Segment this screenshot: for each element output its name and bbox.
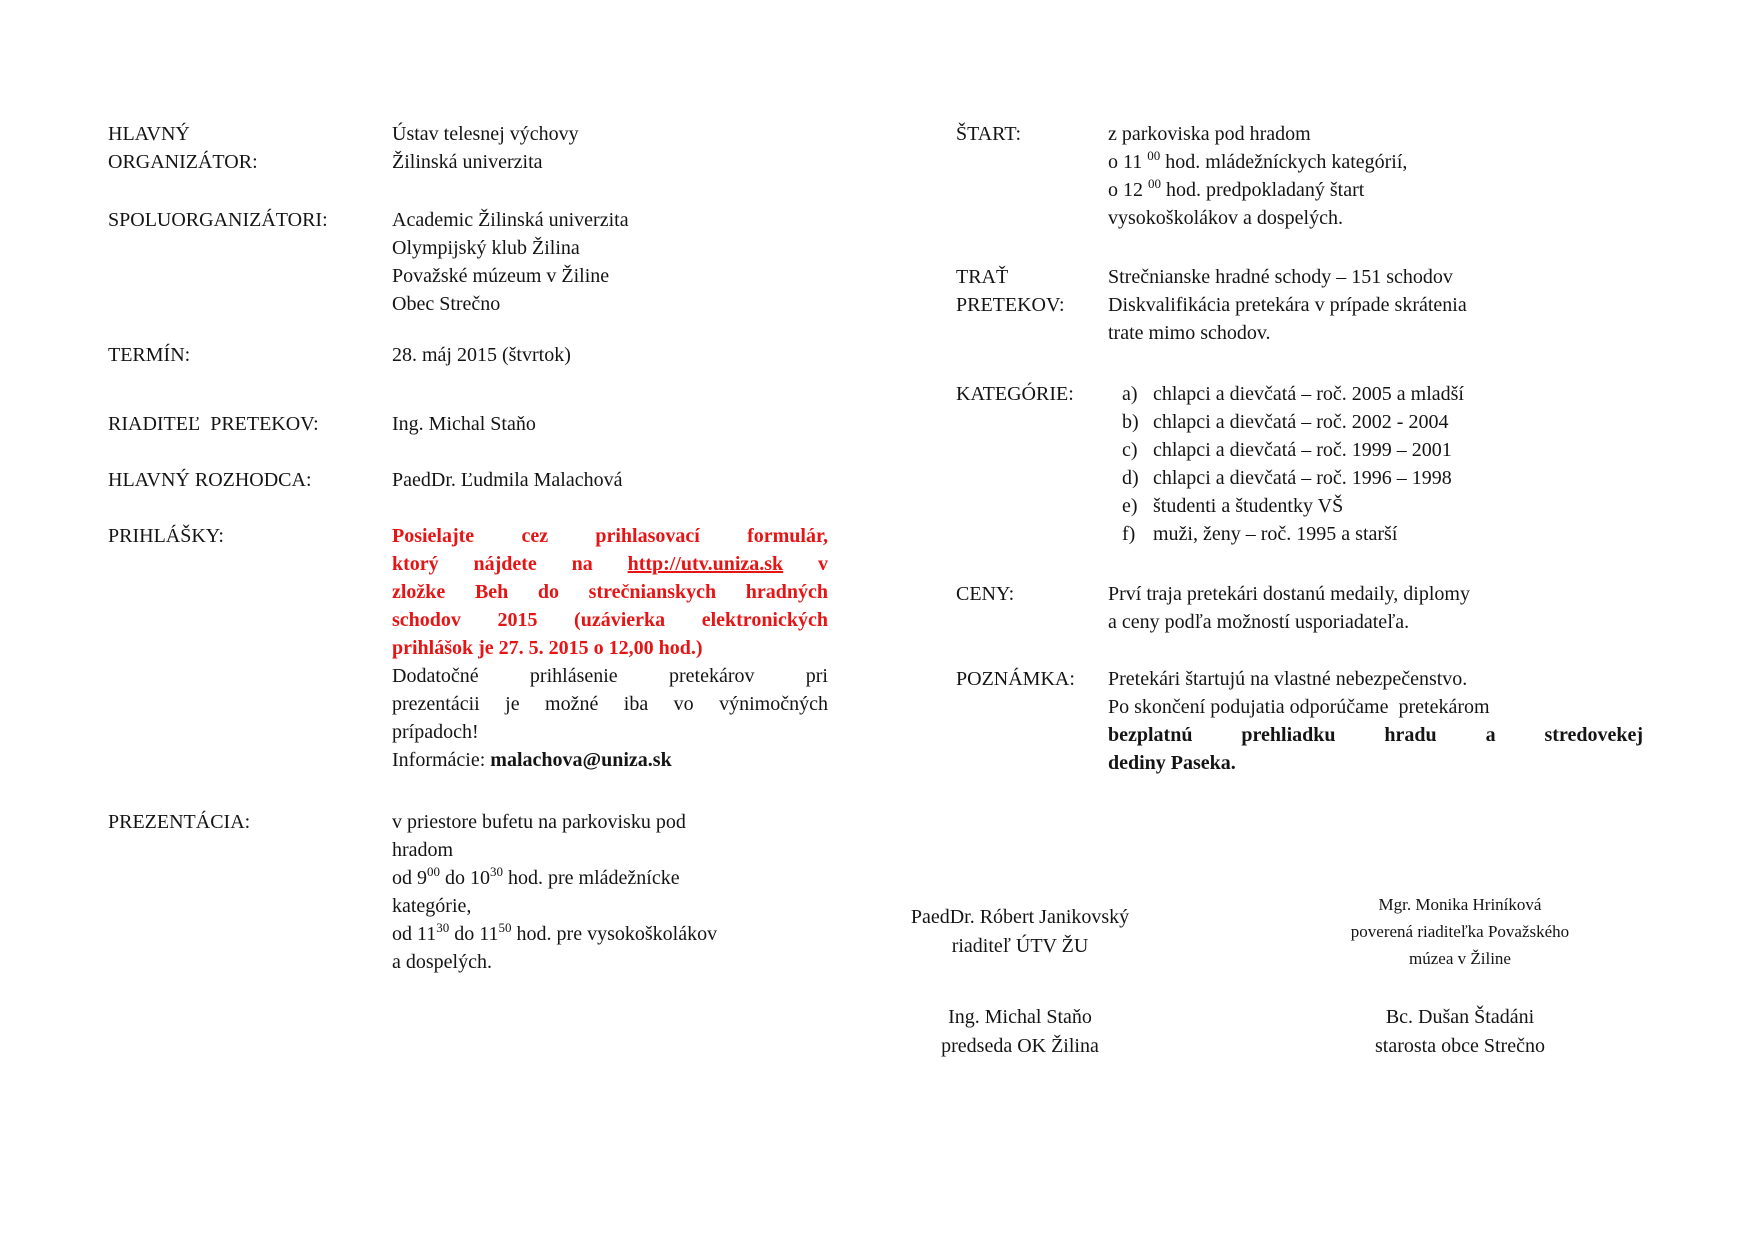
text-segment: z parkoviska pod hradom bbox=[1108, 123, 1311, 145]
superscript-text: 30 bbox=[436, 920, 450, 935]
section-start bbox=[956, 120, 1643, 232]
list-marker: f) bbox=[1122, 523, 1136, 545]
text-segment: Prví traja pretekári dostanú medaily, diplomy bbox=[1108, 583, 1470, 605]
text-line bbox=[1108, 436, 1643, 464]
text-segment: starosta obce Strečno bbox=[1375, 1035, 1545, 1057]
signature-janikovsky bbox=[880, 903, 1160, 961]
section-value bbox=[392, 522, 828, 774]
text-segment: prihlášok je 27. 5. 2015 o 12,00 hod.) bbox=[392, 637, 703, 659]
text-segment: CENY: bbox=[956, 583, 1015, 605]
section-value bbox=[392, 466, 828, 494]
text-line bbox=[108, 148, 392, 176]
superscript-text: 50 bbox=[498, 920, 512, 935]
section-label bbox=[108, 206, 392, 234]
text-line bbox=[392, 606, 828, 634]
section-value bbox=[392, 341, 828, 369]
section-value bbox=[1108, 580, 1643, 636]
text-line bbox=[1305, 945, 1615, 972]
text-segment: poverená riaditeľka Považského bbox=[1350, 922, 1570, 941]
section-value bbox=[1108, 665, 1643, 777]
text-line bbox=[392, 746, 828, 774]
text-segment: POZNÁMKA: bbox=[956, 668, 1075, 690]
text-line bbox=[392, 808, 828, 836]
text-segment: malachova@uniza.sk bbox=[490, 749, 672, 771]
text-segment: a dospelých. bbox=[392, 951, 492, 973]
text-line bbox=[392, 920, 828, 948]
text-segment: PRIHLÁŠKY: bbox=[108, 525, 224, 547]
section-prihlasky bbox=[108, 522, 828, 774]
text-segment: Academic Žilinská univerzita bbox=[392, 209, 629, 231]
section-value bbox=[1108, 120, 1643, 232]
text-line bbox=[392, 206, 828, 234]
text-line bbox=[392, 522, 828, 550]
section-label bbox=[956, 580, 1108, 608]
text-segment: Považské múzeum v Žiline bbox=[392, 265, 610, 287]
text-segment: HLAVNÝ ROZHODCA: bbox=[108, 469, 312, 491]
text-line bbox=[392, 690, 828, 718]
text-line bbox=[392, 410, 828, 438]
text-segment: chlapci a dievčatá – roč. 1996 – 1998 bbox=[1153, 467, 1452, 489]
text-line bbox=[392, 550, 828, 578]
section-label bbox=[108, 120, 392, 176]
text-segment: študenti a študentky VŠ bbox=[1153, 495, 1344, 517]
text-segment: Strečnianske hradné schody – 151 schodov bbox=[1108, 266, 1453, 288]
text-line bbox=[1108, 319, 1643, 347]
text-line bbox=[1108, 608, 1643, 636]
section-hlavny-organizator bbox=[108, 120, 828, 176]
text-segment: ŠTART: bbox=[956, 123, 1022, 145]
text-segment: Žilinská univerzita bbox=[392, 151, 543, 173]
text-segment: chlapci a dievčatá – roč. 2002 - 2004 bbox=[1153, 411, 1449, 433]
section-termin bbox=[108, 341, 828, 369]
list-marker: c) bbox=[1122, 439, 1138, 461]
section-value bbox=[1108, 263, 1643, 347]
text-segment: Ing. Michal Staňo bbox=[392, 413, 536, 435]
superscript-text: 30 bbox=[490, 864, 503, 879]
text-segment: hradom bbox=[392, 839, 454, 861]
section-prezentacia bbox=[108, 808, 828, 976]
text-segment: ktorý nájdete na bbox=[392, 553, 628, 575]
text-segment: Pretekári štartujú na vlastné nebezpečenstvo. bbox=[1108, 668, 1468, 690]
text-segment: trate mimo schodov. bbox=[1108, 322, 1271, 344]
text-line bbox=[880, 1003, 1160, 1032]
text-line bbox=[956, 665, 1108, 693]
superscript-text: 00 bbox=[1147, 148, 1161, 163]
text-segment: zložke Beh do strečnianskych hradných bbox=[392, 581, 828, 603]
text-segment: a ceny podľa možností usporiadateľa. bbox=[1108, 611, 1410, 633]
text-line bbox=[392, 290, 828, 318]
text-line bbox=[1108, 520, 1643, 548]
text-segment: chlapci a dievčatá – roč. 1999 – 2001 bbox=[1153, 439, 1452, 461]
text-segment: SPOLUORGANIZÁTORI: bbox=[108, 209, 328, 231]
text-line bbox=[1108, 749, 1643, 777]
text-segment: Olympijský klub Žilina bbox=[392, 237, 580, 259]
section-label bbox=[108, 410, 392, 438]
section-label bbox=[108, 466, 392, 494]
text-segment: RIADITEĽ PRETEKOV: bbox=[108, 413, 319, 435]
text-segment: PREZENTÁCIA: bbox=[108, 811, 251, 833]
section-spoluorganizatori bbox=[108, 206, 828, 318]
text-line bbox=[392, 864, 828, 892]
text-line bbox=[880, 903, 1160, 932]
text-segment: Obec Strečno bbox=[392, 293, 501, 315]
text-line bbox=[1108, 148, 1643, 176]
text-line bbox=[108, 120, 392, 148]
text-segment: hod. mládežníckych kategórií, bbox=[1160, 151, 1408, 173]
text-line bbox=[392, 466, 828, 494]
text-segment: Po skončení podujatia odporúčame pretekárom bbox=[1108, 696, 1490, 718]
section-value bbox=[392, 410, 828, 438]
text-segment: od 11 bbox=[392, 923, 437, 945]
text-segment: dediny Paseka. bbox=[1108, 752, 1236, 774]
text-line bbox=[108, 466, 392, 494]
text-line bbox=[108, 410, 392, 438]
text-segment: ORGANIZÁTOR: bbox=[108, 151, 258, 173]
text-segment: Posielajte cez prihlasovací formulár, bbox=[392, 525, 828, 547]
signature-stano bbox=[880, 1003, 1160, 1061]
text-segment: do 10 bbox=[440, 867, 490, 889]
text-segment: riaditeľ ÚTV ŽU bbox=[951, 935, 1089, 957]
text-line bbox=[108, 808, 392, 836]
text-line bbox=[1305, 918, 1615, 945]
text-segment: HLAVNÝ bbox=[108, 123, 190, 145]
text-line bbox=[392, 262, 828, 290]
section-label bbox=[956, 263, 1108, 319]
section-hlavny-rozhodca bbox=[108, 466, 828, 494]
text-line bbox=[956, 120, 1108, 148]
superscript-text: 00 bbox=[427, 864, 440, 879]
section-label bbox=[108, 522, 392, 550]
text-segment: PaedDr. Ľudmila Malachová bbox=[392, 469, 623, 491]
text-segment: Diskvalifikácia pretekára v prípade skrátenia bbox=[1108, 294, 1467, 316]
section-value bbox=[1108, 380, 1643, 548]
text-line bbox=[956, 580, 1108, 608]
text-line bbox=[392, 234, 828, 262]
list-marker: e) bbox=[1122, 495, 1138, 517]
text-line bbox=[108, 522, 392, 550]
text-line bbox=[1108, 204, 1643, 232]
text-line bbox=[108, 206, 392, 234]
text-line bbox=[1305, 1032, 1615, 1061]
text-segment: vysokoškolákov a dospelých. bbox=[1108, 207, 1343, 229]
section-riaditel-pretekov bbox=[108, 410, 828, 438]
text-line bbox=[392, 341, 828, 369]
text-line bbox=[392, 634, 828, 662]
text-line bbox=[1108, 291, 1643, 319]
text-segment: bezplatnú prehliadku hradu a stredovekej bbox=[1108, 724, 1643, 746]
text-segment: múzea v Žiline bbox=[1409, 949, 1511, 968]
text-line bbox=[392, 120, 828, 148]
text-line bbox=[1305, 1003, 1615, 1032]
text-segment: prezentácii je možné iba vo výnimočných bbox=[392, 693, 828, 715]
text-segment: v priestore bufetu na parkovisku pod bbox=[392, 811, 686, 833]
text-line bbox=[392, 148, 828, 176]
text-segment: o 12 bbox=[1108, 179, 1148, 201]
text-segment: KATEGÓRIE: bbox=[956, 383, 1074, 405]
text-segment: TERMÍN: bbox=[108, 344, 191, 366]
section-trat-pretekov bbox=[956, 263, 1643, 347]
text-line bbox=[1305, 891, 1615, 918]
list-marker: b) bbox=[1122, 411, 1139, 433]
text-segment: TRAŤ PRETEKOV: bbox=[956, 266, 1065, 316]
text-line bbox=[956, 380, 1108, 408]
text-line bbox=[1108, 408, 1643, 436]
text-line bbox=[1108, 580, 1643, 608]
text-line bbox=[392, 836, 828, 864]
text-segment: v bbox=[783, 553, 829, 575]
text-segment: Ing. Michal Staňo bbox=[948, 1006, 1092, 1028]
text-line bbox=[1108, 665, 1643, 693]
text-segment: schodov 2015 (uzávierka elektronických bbox=[392, 609, 828, 631]
text-segment: prípadoch! bbox=[392, 721, 479, 743]
text-line bbox=[392, 662, 828, 690]
text-segment: kategórie, bbox=[392, 895, 472, 917]
signature-hrinikova bbox=[1305, 891, 1615, 972]
text-line bbox=[392, 718, 828, 746]
section-label bbox=[956, 665, 1108, 693]
text-line bbox=[880, 1032, 1160, 1061]
section-label bbox=[956, 380, 1108, 408]
section-poznamka bbox=[956, 665, 1643, 777]
text-segment: Ústav telesnej výchovy bbox=[392, 123, 579, 145]
text-segment: hod. pre vysokoškolákov bbox=[511, 923, 718, 945]
section-kategorie bbox=[956, 380, 1643, 548]
superscript-text: 00 bbox=[1148, 176, 1161, 191]
section-ceny bbox=[956, 580, 1643, 636]
text-segment: hod. pre mládežnícke bbox=[503, 867, 680, 889]
text-line bbox=[1108, 120, 1643, 148]
text-line bbox=[1108, 464, 1643, 492]
text-segment: od 9 bbox=[392, 867, 427, 889]
text-line bbox=[1108, 492, 1643, 520]
signature-stadani bbox=[1305, 1003, 1615, 1061]
hyperlink-text[interactable]: http://utv.uniza.sk bbox=[627, 553, 784, 575]
text-segment: Bc. Dušan Štadáni bbox=[1385, 1006, 1535, 1028]
list-marker: d) bbox=[1122, 467, 1139, 489]
text-segment: Mgr. Monika Hriníková bbox=[1378, 895, 1542, 914]
text-segment: Informácie: bbox=[392, 749, 491, 771]
text-line bbox=[1108, 380, 1643, 408]
text-segment: predseda OK Žilina bbox=[941, 1035, 1099, 1057]
text-segment: chlapci a dievčatá – roč. 2005 a mladší bbox=[1153, 383, 1464, 405]
text-line bbox=[880, 932, 1160, 961]
section-value bbox=[392, 120, 828, 176]
text-line bbox=[956, 263, 1108, 319]
section-value bbox=[392, 206, 828, 318]
text-segment: muži, ženy – roč. 1995 a starší bbox=[1153, 523, 1398, 545]
text-line bbox=[392, 578, 828, 606]
text-segment: o 11 bbox=[1108, 151, 1148, 173]
section-value bbox=[392, 808, 828, 976]
text-segment: do 11 bbox=[449, 923, 499, 945]
text-segment: PaedDr. Róbert Janikovský bbox=[910, 906, 1130, 928]
text-line bbox=[108, 341, 392, 369]
section-label bbox=[108, 341, 392, 369]
text-segment: Dodatočné prihlásenie pretekárov pri bbox=[392, 665, 828, 687]
text-segment: hod. predpokladaný štart bbox=[1161, 179, 1365, 201]
text-line bbox=[1108, 263, 1643, 291]
section-label bbox=[956, 120, 1108, 148]
list-marker: a) bbox=[1122, 383, 1138, 405]
text-line bbox=[1108, 721, 1643, 749]
text-line bbox=[1108, 176, 1643, 204]
text-line bbox=[1108, 693, 1643, 721]
text-segment: 28. máj 2015 (štvrtok) bbox=[392, 344, 571, 366]
text-line bbox=[392, 892, 828, 920]
section-label bbox=[108, 808, 392, 836]
text-line bbox=[392, 948, 828, 976]
